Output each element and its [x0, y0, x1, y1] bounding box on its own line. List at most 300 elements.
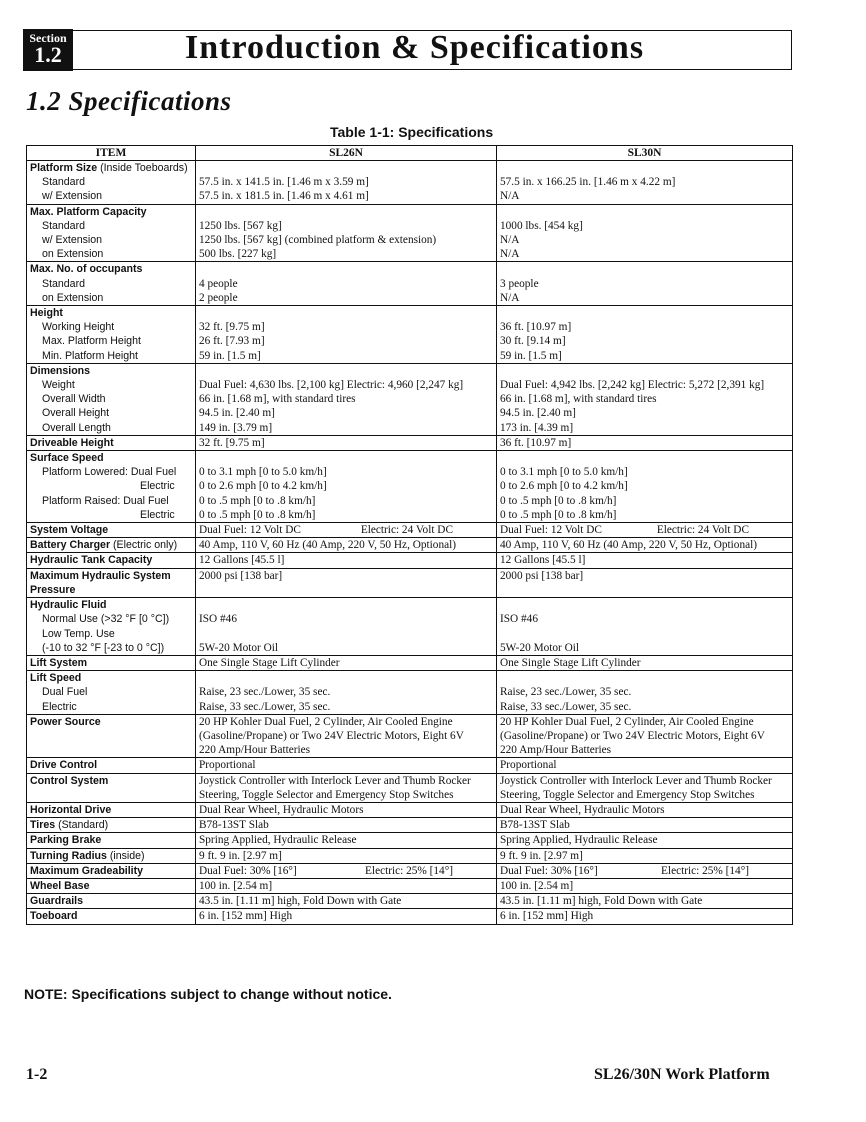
spec-item-label	[30, 656, 192, 670]
spec-item-label	[30, 553, 192, 567]
spec-value: Electric: 24 Volt DC	[656, 524, 749, 537]
spec-value: Dual Fuel: 12 Volt DC	[199, 524, 301, 537]
spec-item-label-text: Lift Speed	[30, 672, 82, 685]
spec-value: 0 to .5 mph [0 to .8 km/h]	[199, 494, 316, 507]
spec-value	[500, 262, 789, 276]
spec-item-cell	[27, 833, 196, 848]
table-row	[27, 909, 793, 924]
table-row	[27, 538, 793, 553]
spec-item-cell	[27, 435, 196, 450]
spec-value: 20 HP Kohler Dual Fuel, 2 Cylinder, Air Cooled Engine	[199, 715, 453, 728]
spec-item-cell	[27, 363, 196, 435]
page-heading: 1.2 Specifications	[26, 86, 232, 116]
spec-value-cell-sl26n	[196, 306, 497, 364]
spec-item-label-text: Control System	[30, 774, 109, 787]
spec-value-cell-sl30n	[497, 204, 793, 262]
spec-value: Spring Applied, Hydraulic Release	[500, 834, 658, 847]
spec-value-cell-sl26n	[196, 818, 497, 833]
spec-value-cell-sl26n	[196, 863, 497, 878]
spec-item-label	[30, 849, 192, 863]
spec-value: Electric: 24 Volt DC	[360, 524, 453, 537]
table-row	[27, 802, 793, 817]
spec-value: Raise, 23 sec./Lower, 35 sec.	[199, 686, 331, 699]
spec-value: Steering, Toggle Selector and Emergency Stop Switches	[199, 788, 454, 801]
spec-value: Proportional	[500, 759, 557, 772]
spec-value-cell-sl26n	[196, 451, 497, 523]
spec-value	[199, 451, 493, 465]
spec-value: 36 ft. [10.97 m]	[500, 436, 572, 449]
spec-value: One Single Stage Lift Cylinder	[500, 656, 641, 669]
spec-value: 4 people	[199, 277, 238, 290]
section-badge	[23, 29, 73, 71]
spec-value	[199, 364, 493, 378]
product-name: SL26/30N Work Platform	[594, 1066, 770, 1083]
spec-value-cell-sl30n	[497, 818, 793, 833]
spec-value-cell-sl30n	[497, 568, 793, 597]
spec-value: 220 Amp/Hour Batteries	[199, 744, 311, 757]
spec-value: 5W-20 Motor Oil	[500, 641, 580, 654]
spec-item-label	[30, 598, 192, 612]
spec-value: Dual Fuel: 30% [16°]	[199, 864, 297, 877]
spec-value: N/A	[500, 248, 520, 261]
spec-value-cell-sl30n	[497, 538, 793, 553]
spec-item-label	[30, 833, 192, 847]
spec-value: 40 Amp, 110 V, 60 Hz (40 Amp, 220 V, 50 Hz, Optional)	[500, 539, 758, 552]
spec-item-label-text: Guardrails	[30, 895, 83, 908]
spec-value: Dual Rear Wheel, Hydraulic Motors	[500, 803, 665, 816]
spec-value-cell-sl30n	[497, 306, 793, 364]
spec-value-cell-sl30n	[497, 848, 793, 863]
spec-item-cell	[27, 909, 196, 924]
spec-value: (Gasoline/Propane) or Two 24V Electric Motors, Eight 6V	[500, 729, 765, 742]
spec-value: 66 in. [1.68 m], with standard tires	[199, 393, 356, 406]
spec-value: 40 Amp, 110 V, 60 Hz (40 Amp, 220 V, 50 Hz, Optional)	[199, 539, 457, 552]
spec-item-qualifier: (Standard)	[55, 819, 109, 832]
spec-item-label	[30, 161, 192, 175]
spec-value: 149 in. [3.79 m]	[199, 421, 273, 434]
spec-value-cell-sl30n	[497, 363, 793, 435]
spec-value	[500, 627, 789, 641]
spec-value: ISO #46	[199, 613, 237, 626]
spec-value	[199, 598, 493, 612]
spec-value-cell-sl26n	[196, 553, 497, 568]
spec-item-label	[30, 894, 192, 908]
spec-value: ISO #46	[500, 613, 538, 626]
spec-value: 20 HP Kohler Dual Fuel, 2 Cylinder, Air Cooled Engine	[500, 715, 754, 728]
spec-value: 1250 lbs. [567 kg]	[199, 219, 282, 232]
spec-value: 59 in. [1.5 m]	[500, 349, 562, 362]
spec-value: 0 to 3.1 mph [0 to 5.0 km/h]	[199, 466, 327, 479]
table-row	[27, 878, 793, 893]
spec-sub-label	[30, 729, 192, 743]
spec-value-cell-sl26n	[196, 568, 497, 597]
table-row	[27, 161, 793, 205]
spec-value-cell-sl30n	[497, 435, 793, 450]
spec-item-label	[30, 262, 192, 276]
spec-value: Steering, Toggle Selector and Emergency Stop Switches	[500, 788, 755, 801]
table-row	[27, 553, 793, 568]
spec-item-qualifier: (Inside Toeboards)	[97, 162, 188, 174]
spec-item-cell	[27, 714, 196, 758]
spec-value: 5W-20 Motor Oil	[199, 641, 279, 654]
spec-item-label-text: Parking Brake	[30, 834, 102, 847]
spec-item-label	[30, 523, 192, 537]
spec-value-cell-sl30n	[497, 909, 793, 924]
spec-value: B78-13ST Slab	[199, 819, 269, 832]
spec-item-label-text: Hydraulic Fluid	[30, 599, 107, 612]
spec-sub-label: on Extension	[42, 291, 104, 304]
spec-item-cell	[27, 262, 196, 306]
spec-value: 1000 lbs. [454 kg]	[500, 219, 583, 232]
table-row	[27, 758, 793, 773]
spec-value: 59 in. [1.5 m]	[199, 349, 261, 362]
spec-item-label-text: Tires	[30, 819, 56, 832]
spec-item-cell	[27, 553, 196, 568]
spec-item-cell	[27, 758, 196, 773]
spec-value: 220 Amp/Hour Batteries	[500, 744, 612, 757]
spec-item-cell	[27, 598, 196, 656]
spec-item-label-text: Toeboard	[30, 910, 78, 923]
spec-value-cell-sl30n	[497, 553, 793, 568]
spec-sub-label: Standard	[42, 219, 85, 232]
spec-value-cell-sl26n	[196, 758, 497, 773]
spec-value-cell-sl26n	[196, 655, 497, 670]
spec-item-cell	[27, 538, 196, 553]
spec-value-cell-sl30n	[497, 863, 793, 878]
table-row	[27, 363, 793, 435]
spec-value-cell-sl30n	[497, 161, 793, 205]
spec-item-label-text: Max. No. of occupants	[30, 263, 143, 276]
spec-value-cell-sl26n	[196, 773, 497, 802]
spec-value: N/A	[500, 190, 520, 203]
spec-sub-label: Overall Height	[42, 407, 110, 420]
spec-value: 0 to 2.6 mph [0 to 4.2 km/h]	[500, 480, 628, 493]
spec-value-cell-sl30n	[497, 833, 793, 848]
spec-item-label-text: Battery Charger	[30, 539, 111, 552]
spec-value-cell-sl26n	[196, 909, 497, 924]
spec-value: 2000 psi [138 bar]	[500, 569, 584, 582]
spec-value: 100 in. [2.54 m]	[199, 879, 273, 892]
spec-value: 173 in. [4.39 m]	[500, 421, 574, 434]
table-row	[27, 435, 793, 450]
spec-sub-label: Normal Use (>32 °F [0 °C])	[42, 613, 170, 626]
spec-value: 0 to .5 mph [0 to .8 km/h]	[500, 508, 617, 521]
spec-item-label	[30, 803, 192, 817]
spec-value-cell-sl26n	[196, 671, 497, 715]
spec-item-label	[30, 758, 192, 772]
spec-value: 32 ft. [9.75 m]	[199, 436, 265, 449]
spec-value: Raise, 33 sec./Lower, 35 sec.	[500, 700, 632, 713]
spec-value: B78-13ST Slab	[500, 819, 570, 832]
table-row	[27, 262, 793, 306]
spec-value-cell-sl30n	[497, 894, 793, 909]
spec-value	[500, 451, 789, 465]
spec-item-cell	[27, 523, 196, 538]
table-row	[27, 818, 793, 833]
section-number: 1.2	[34, 42, 62, 67]
spec-item-cell	[27, 773, 196, 802]
spec-value: 9 ft. 9 in. [2.97 m]	[199, 849, 282, 862]
spec-item-cell	[27, 818, 196, 833]
spec-item-label	[30, 879, 192, 893]
table-row	[27, 714, 793, 758]
table-row	[27, 863, 793, 878]
spec-value	[500, 671, 789, 685]
column-header-sl26n: SL26N	[196, 146, 497, 161]
spec-value	[500, 598, 789, 612]
table-row	[27, 894, 793, 909]
spec-value: Electric: 25% [14°]	[661, 864, 749, 877]
spec-item-label-text: Platform Size	[30, 162, 98, 174]
spec-value	[500, 205, 789, 219]
page-number: 1-2	[26, 1066, 48, 1083]
spec-value-cell-sl30n	[497, 262, 793, 306]
spec-value: 57.5 in. x 166.25 in. [1.46 m x 4.22 m]	[500, 176, 676, 189]
table-row	[27, 848, 793, 863]
spec-value: Dual Rear Wheel, Hydraulic Motors	[199, 803, 364, 816]
spec-item-label-text: Dimensions	[30, 364, 91, 377]
spec-sub-label: w/ Extension	[42, 190, 103, 203]
spec-value	[500, 306, 789, 320]
spec-value: Electric: 25% [14°]	[365, 864, 453, 877]
spec-value	[199, 262, 493, 276]
spec-item-label-text: Wheel Base	[30, 879, 90, 892]
spec-value-cell-sl26n	[196, 523, 497, 538]
spec-value: 94.5 in. [2.40 m]	[500, 407, 576, 420]
spec-value: Spring Applied, Hydraulic Release	[199, 834, 357, 847]
spec-item-label-text: Drive Control	[30, 759, 98, 772]
spec-item-label-text: System Voltage	[30, 524, 109, 537]
spec-value: N/A	[500, 291, 520, 304]
spec-value-cell-sl26n	[196, 161, 497, 205]
spec-value: 66 in. [1.68 m], with standard tires	[500, 393, 657, 406]
spec-item-label	[30, 538, 192, 552]
spec-value-cell-sl30n	[497, 802, 793, 817]
spec-value: Joystick Controller with Interlock Lever and Thumb Rocker	[500, 774, 772, 787]
spec-value-cell-sl26n	[196, 878, 497, 893]
spec-item-label-text: Driveable Height	[30, 436, 114, 449]
spec-value: 0 to 3.1 mph [0 to 5.0 km/h]	[500, 466, 628, 479]
spec-value: 0 to .5 mph [0 to .8 km/h]	[500, 494, 617, 507]
spec-value-cell-sl30n	[497, 773, 793, 802]
spec-sub-label: Working Height	[42, 321, 115, 334]
table-header-row	[27, 146, 793, 161]
spec-value: 2 people	[199, 291, 238, 304]
spec-value-cell-sl30n	[497, 878, 793, 893]
specifications-table	[26, 145, 793, 925]
spec-value: Dual Fuel: 30% [16°]	[500, 864, 598, 877]
spec-item-label-text: Max. Platform Capacity	[30, 205, 147, 218]
spec-sub-label: Min. Platform Height	[42, 349, 138, 362]
spec-item-qualifier: (Electric only)	[110, 539, 178, 552]
spec-value: 2000 psi [138 bar]	[199, 569, 283, 582]
spec-item-cell	[27, 671, 196, 715]
spec-sub-label: Weight	[42, 379, 75, 392]
spec-item-cell	[27, 568, 196, 597]
table-row	[27, 523, 793, 538]
spec-sub-label: Platform Lowered: Dual Fuel	[42, 466, 177, 479]
spec-value: (Gasoline/Propane) or Two 24V Electric Motors, Eight 6V	[199, 729, 464, 742]
spec-sub-label: Overall Length	[42, 421, 111, 434]
spec-item-cell	[27, 863, 196, 878]
spec-value-cell-sl26n	[196, 848, 497, 863]
spec-value	[199, 671, 493, 685]
spec-value: Raise, 33 sec./Lower, 35 sec.	[199, 700, 331, 713]
spec-value-cell-sl30n	[497, 714, 793, 758]
spec-item-label	[30, 774, 192, 788]
spec-value-cell-sl30n	[497, 451, 793, 523]
spec-sub-label: Max. Platform Height	[42, 335, 141, 348]
spec-sub-label: Standard	[42, 176, 85, 189]
spec-item-cell	[27, 655, 196, 670]
spec-item-label-text: Horizontal Drive	[30, 803, 112, 816]
spec-value-cell-sl26n	[196, 204, 497, 262]
spec-value: 500 lbs. [227 kg]	[199, 248, 277, 261]
spec-sub-label: Platform Raised: Dual Fuel	[42, 494, 169, 507]
spec-value: 36 ft. [10.97 m]	[500, 321, 572, 334]
spec-value-cell-sl30n	[497, 598, 793, 656]
spec-value-cell-sl26n	[196, 435, 497, 450]
spec-sub-label: Low Temp. Use	[42, 627, 115, 640]
spec-value: N/A	[500, 234, 520, 247]
spec-item-label-text: Maximum Gradeability	[30, 864, 144, 877]
spec-sub-label: (-10 to 32 °F [-23 to 0 °C])	[42, 641, 165, 654]
spec-value	[199, 161, 493, 175]
table-row	[27, 306, 793, 364]
spec-value: 6 in. [152 mm] High	[500, 910, 594, 923]
spec-value	[199, 627, 493, 641]
table-caption: Table 1-1: Specifications	[330, 124, 494, 140]
spec-item-label	[30, 451, 192, 465]
section-header	[24, 30, 792, 70]
spec-item-label	[30, 864, 192, 878]
spec-value: Dual Fuel: 12 Volt DC	[500, 524, 602, 537]
spec-item-cell	[27, 878, 196, 893]
spec-sub-label: Electric	[140, 480, 175, 493]
spec-sub-label: Dual Fuel	[42, 686, 88, 699]
spec-value-cell-sl30n	[497, 758, 793, 773]
spec-value-cell-sl30n	[497, 523, 793, 538]
spec-item-label-text: Hydraulic Tank Capacity	[30, 554, 153, 567]
spec-item-label	[30, 715, 192, 729]
note: NOTE: Specifications subject to change without notice.	[24, 986, 392, 1002]
table-row	[27, 568, 793, 597]
spec-value	[500, 364, 789, 378]
spec-value: 32 ft. [9.75 m]	[199, 321, 265, 334]
spec-value: 57.5 in. x 181.5 in. [1.46 m x 4.61 m]	[199, 190, 369, 203]
spec-item-cell	[27, 161, 196, 205]
spec-sub-label: Standard	[42, 277, 85, 290]
spec-item-qualifier: (inside)	[106, 849, 145, 862]
spec-value: 94.5 in. [2.40 m]	[199, 407, 275, 420]
spec-value: 1250 lbs. [567 kg] (combined platform & extension)	[199, 234, 437, 247]
chapter-title: Introduction & Specifications	[185, 29, 645, 66]
spec-value	[199, 205, 493, 219]
spec-value: 26 ft. [7.93 m]	[199, 335, 265, 348]
spec-value: 3 people	[500, 277, 539, 290]
spec-sub-label: on Extension	[42, 248, 104, 261]
spec-value: Joystick Controller with Interlock Lever and Thumb Rocker	[199, 774, 471, 787]
spec-value-cell-sl30n	[497, 655, 793, 670]
spec-value-cell-sl26n	[196, 598, 497, 656]
spec-item-cell	[27, 451, 196, 523]
spec-value-cell-sl26n	[196, 802, 497, 817]
spec-item-label: Maximum Hydraulic System	[30, 569, 171, 582]
spec-item-label	[30, 436, 192, 450]
spec-item-label-text: Height	[30, 307, 63, 320]
spec-value-cell-sl26n	[196, 833, 497, 848]
spec-item-label-text: Turning Radius	[30, 849, 107, 862]
spec-item-cell	[27, 204, 196, 262]
table-row	[27, 671, 793, 715]
spec-value-cell-sl26n	[196, 714, 497, 758]
spec-value: 9 ft. 9 in. [2.97 m]	[500, 849, 583, 862]
column-header-sl30n: SL30N	[497, 146, 793, 161]
table-row	[27, 451, 793, 523]
spec-item-label-text: Surface Speed	[30, 452, 104, 465]
spec-item-cell	[27, 894, 196, 909]
spec-value: Dual Fuel: 4,630 lbs. [2,100 kg] Electric: 4,960 [2,247 kg]	[199, 379, 464, 392]
spec-value-cell-sl26n	[196, 538, 497, 553]
spec-value-cell-sl30n	[497, 671, 793, 715]
spec-value	[199, 306, 493, 320]
spec-item-cell	[27, 848, 196, 863]
table-row	[27, 598, 793, 656]
spec-sub-label	[30, 743, 192, 757]
spec-value: 12 Gallons [45.5 l]	[500, 554, 586, 567]
spec-item-label-text: Lift System	[30, 656, 88, 669]
spec-value-cell-sl26n	[196, 363, 497, 435]
table-row	[27, 655, 793, 670]
table-row	[27, 204, 793, 262]
spec-sub-label	[30, 788, 192, 802]
spec-value: Dual Fuel: 4,942 lbs. [2,242 kg] Electric: 5,272 [2,391 kg]	[500, 379, 765, 392]
column-header-item: ITEM	[27, 146, 196, 161]
spec-value: 0 to .5 mph [0 to .8 km/h]	[199, 508, 316, 521]
spec-value-cell-sl26n	[196, 262, 497, 306]
spec-value	[500, 161, 789, 175]
spec-value: 43.5 in. [1.11 m] high, Fold Down with Gate	[500, 895, 703, 908]
spec-item-label	[30, 306, 192, 320]
spec-value: 6 in. [152 mm] High	[199, 910, 293, 923]
spec-item-label: Pressure	[30, 583, 76, 596]
table-row	[27, 773, 793, 802]
spec-value: Raise, 23 sec./Lower, 35 sec.	[500, 686, 632, 699]
spec-sub-label: Overall Width	[42, 393, 106, 406]
section-label: Section	[29, 31, 67, 45]
spec-item-cell	[27, 306, 196, 364]
spec-item-label-text: Power Source	[30, 715, 101, 728]
spec-value-cell-sl26n	[196, 894, 497, 909]
spec-sub-label: w/ Extension	[42, 234, 103, 247]
spec-value: 0 to 2.6 mph [0 to 4.2 km/h]	[199, 480, 327, 493]
spec-item-cell	[27, 802, 196, 817]
spec-item-label	[30, 909, 192, 923]
table-row	[27, 833, 793, 848]
spec-value: 100 in. [2.54 m]	[500, 879, 574, 892]
spec-sub-label: Electric	[140, 508, 175, 521]
spec-sub-label: Electric	[42, 700, 77, 713]
spec-value: 30 ft. [9.14 m]	[500, 335, 566, 348]
spec-item-label	[30, 205, 192, 219]
spec-item-label	[30, 671, 192, 685]
spec-value: 57.5 in. x 141.5 in. [1.46 m x 3.59 m]	[199, 176, 369, 189]
spec-value: Proportional	[199, 759, 256, 772]
spec-item-label	[30, 818, 192, 832]
spec-value: One Single Stage Lift Cylinder	[199, 656, 340, 669]
spec-item-label	[30, 364, 192, 378]
spec-value: 12 Gallons [45.5 l]	[199, 554, 285, 567]
